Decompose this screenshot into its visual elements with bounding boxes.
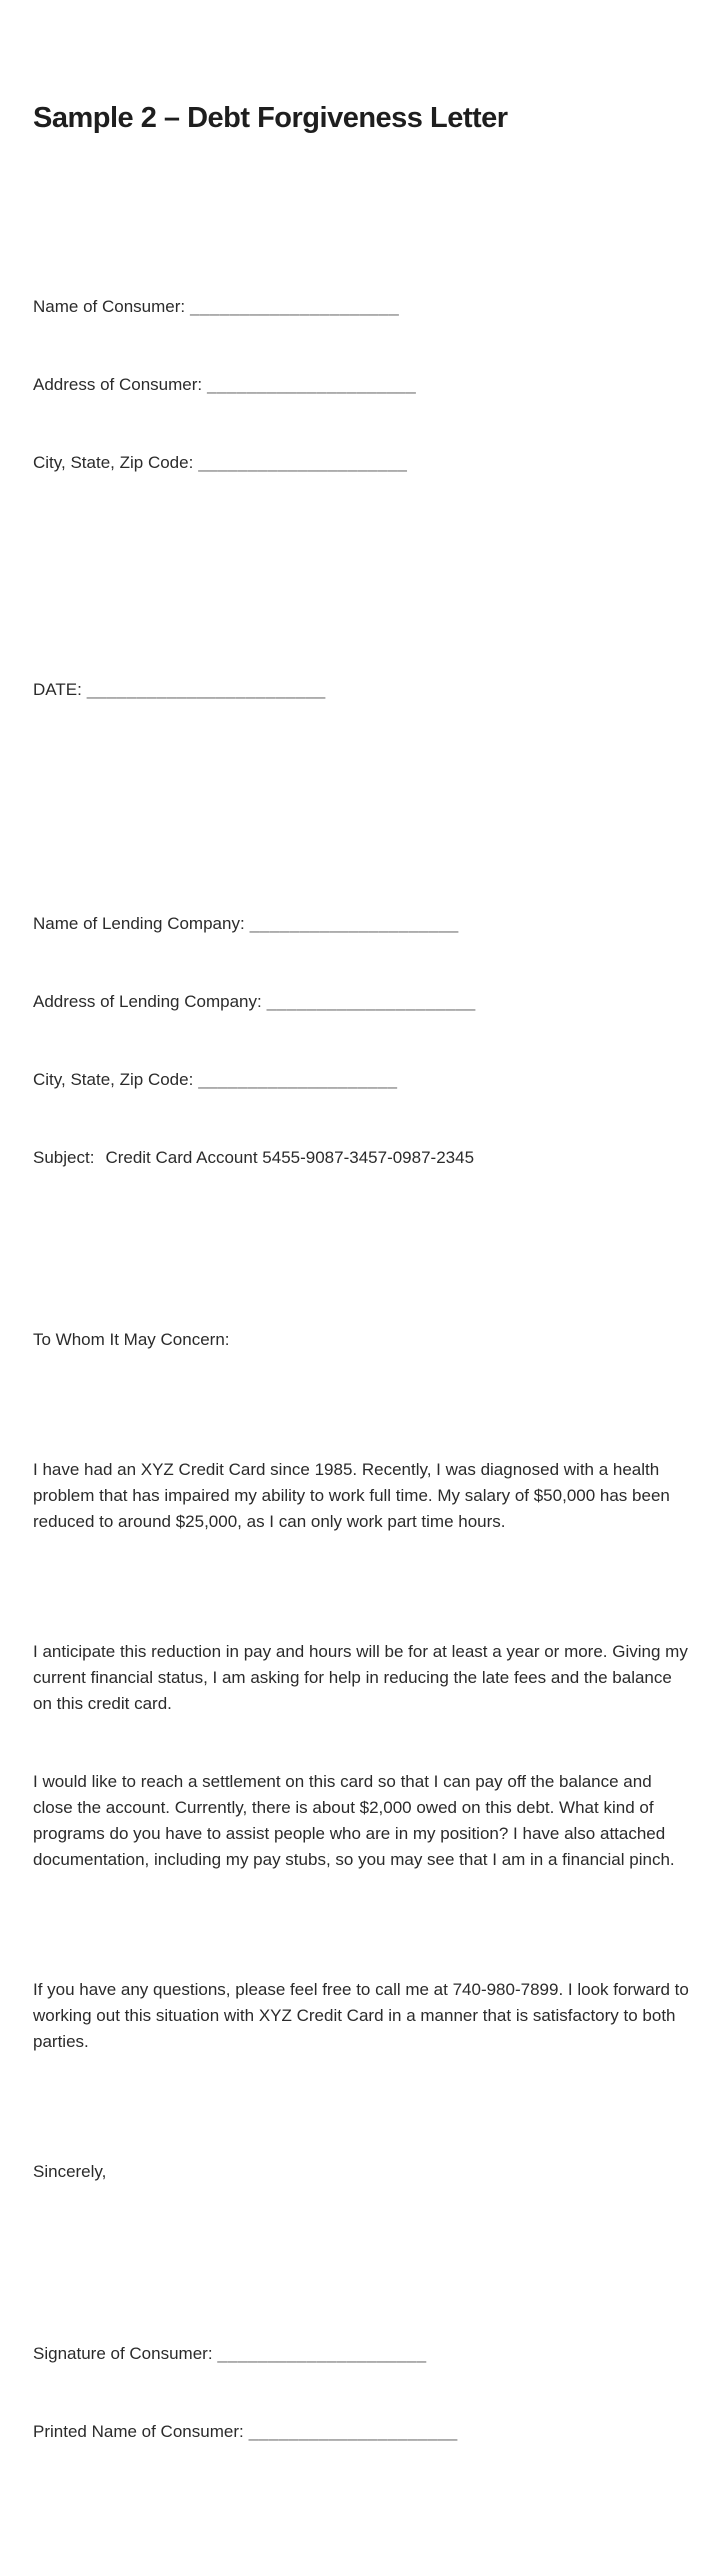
field-label: City, State, Zip Code:: [33, 1070, 194, 1089]
field-line-lender-address: [33, 989, 692, 1015]
field-label: Printed Name of Consumer:: [33, 2422, 244, 2441]
closing: Sincerely,: [33, 2162, 107, 2181]
blank-line: ____________________: [198, 1070, 398, 1089]
blank-line: ________________________: [86, 680, 326, 699]
field-label: Name of Consumer:: [33, 297, 186, 316]
body-paragraph-1: I have had an XYZ Credit Card since 1985. Recently, I was diagnosed with a health problem that has impaired my ability to work full time. My salary of $50,000 has been reduced to around $25,000, as I can only work part time hours.: [33, 1460, 675, 1531]
salutation: To Whom It May Concern:: [33, 1330, 230, 1349]
field-line-consumer-name: [33, 294, 692, 320]
field-line-consumer-address: [33, 372, 692, 398]
blank-line: _____________________: [207, 375, 417, 394]
subject-line: [33, 1145, 692, 1171]
blank-line: _____________________: [190, 297, 400, 316]
lender-address-block: [33, 859, 692, 1223]
blank-line: _____________________: [217, 2344, 427, 2363]
body-paragraph-2: I anticipate this reduction in pay and hours will be for at least a year or more. Giving my current financial status, I am asking for help in reducing the late fees and the balance on this credit card.: [33, 1642, 693, 1713]
body-paragraph-4: If you have any questions, please feel free to call me at 740-980-7899. I look forward to working out this situation with XYZ Credit Card in a manner that is satisfactory to both parties.: [33, 1980, 694, 2051]
signature-block: [33, 2289, 692, 2497]
field-label: Name of Lending Company:: [33, 914, 245, 933]
field-line-consumer-city-state-zip: [33, 450, 692, 476]
blank-line: _____________________: [198, 453, 408, 472]
field-label: DATE:: [33, 680, 82, 699]
blank-line: _____________________: [249, 914, 459, 933]
body-paragraph-3: I would like to reach a settlement on this card so that I can pay off the balance and close the account. Currently, there is about $2,000 owed on this debt. What kind of programs do you have to assist people who are in my position? I have also attached documentation, including my pay stubs, so you may see that I am in a financial pinch.: [33, 1772, 675, 1869]
page-title: Sample 2 – Debt Forgiveness Letter: [33, 102, 508, 134]
field-line-printed-name: [33, 2419, 692, 2445]
field-label: City, State, Zip Code:: [33, 453, 194, 472]
field-label: Address of Lending Company:: [33, 992, 262, 1011]
consumer-address-block: [33, 242, 692, 528]
field-label: Signature of Consumer:: [33, 2344, 213, 2363]
field-line-lender-name: [33, 911, 692, 937]
field-line-lender-city-state-zip: [33, 1067, 692, 1093]
field-line-signature: [33, 2341, 692, 2367]
date-block: [33, 625, 692, 755]
blank-line: _____________________: [266, 992, 476, 1011]
subject-label: Subject:: [33, 1148, 95, 1167]
field-line-date: [33, 677, 692, 703]
field-label: Address of Consumer:: [33, 375, 203, 394]
subject-value: Credit Card Account 5455-9087-3457-0987-2345: [105, 1148, 475, 1167]
blank-line: _____________________: [248, 2422, 458, 2441]
